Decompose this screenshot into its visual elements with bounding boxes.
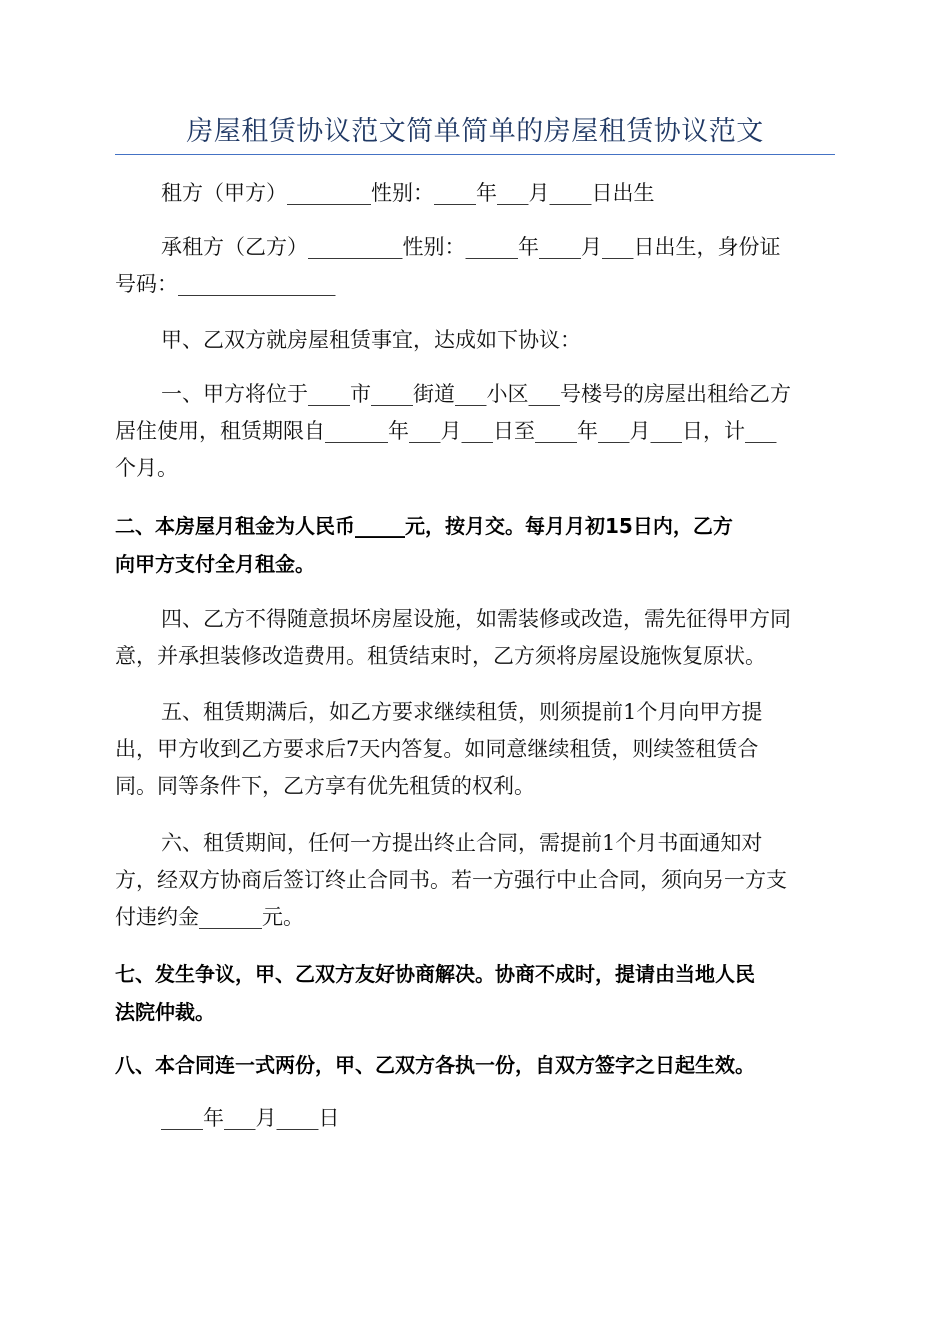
paragraph-line: 向甲方支付全月租金。 [115,552,315,576]
paragraph-line: 四、乙方不得随意损坏房屋设施，如需装修或改造，需先征得甲方同 [161,607,791,631]
paragraph-line: 居住使用，租赁期限自______年___月___日至____年___月___日，计___ [115,419,777,443]
paragraph-line: 承租方（乙方）_________性别：_____年____月___日出生，身份证 [161,235,781,259]
clause-five-renewal [115,694,835,805]
paragraph-line: 租方（甲方）________性别：____年___月____日出生 [161,181,655,205]
paragraph-lessor-info [115,175,835,212]
paragraph-line: 五、租赁期满后，如乙方要求继续租赁，则须提前1个月向甲方提 [161,700,763,724]
clause-two-rent [115,507,835,583]
paragraph-line: 一、甲方将位于____市____街道___小区___号楼号的房屋出租给乙方 [161,382,791,406]
paragraph-line: 同。同等条件下，乙方享有优先租赁的权利。 [115,774,535,798]
paragraph-agreement-intro [115,322,835,359]
clause-four-facilities [115,601,835,675]
paragraph-line: 意，并承担装修改造费用。租赁结束时，乙方须将房屋设施恢复原状。 [115,644,766,668]
paragraph-line: 六、租赁期间，任何一方提出终止合同，需提前1个月书面通知对 [161,831,763,855]
signing-date [115,1100,835,1137]
document-title: 房屋租赁协议范文简单简单的房屋租赁协议范文 [186,116,764,147]
paragraph-line: 甲、乙双方就房屋租赁事宜，达成如下协议： [161,328,581,352]
clause-one-premises [115,376,835,487]
paragraph-line: 七、发生争议，甲、乙双方友好协商解决。协商不成时，提请由当地人民 [115,962,755,986]
paragraph-line: 号码：_______________ [115,272,336,296]
paragraph-line: 八、本合同连一式两份，甲、乙双方各执一份，自双方签字之日起生效。 [115,1053,755,1077]
paragraph-line: 二、本房屋月租金为人民币_____元，按月交。每月月初15日内，乙方 [115,514,733,538]
paragraph-line: 法院仲裁。 [115,1000,215,1024]
clause-six-termination [115,825,835,936]
paragraph-line: 个月。 [115,456,178,480]
paragraph-line: ____年___月____日 [161,1106,340,1130]
paragraph-lessee-info [115,229,835,303]
paragraph-line: 方，经双方协商后签订终止合同书。若一方强行中止合同，须向另一方支 [115,868,787,892]
paragraph-line: 出，甲方收到乙方要求后7天内答复。如同意继续租赁，则续签租赁合 [115,737,759,761]
paragraph-line: 付违约金______元。 [115,905,304,929]
title-underline [115,154,835,155]
clause-seven-dispute [115,955,835,1031]
clause-eight-copies [115,1046,835,1084]
